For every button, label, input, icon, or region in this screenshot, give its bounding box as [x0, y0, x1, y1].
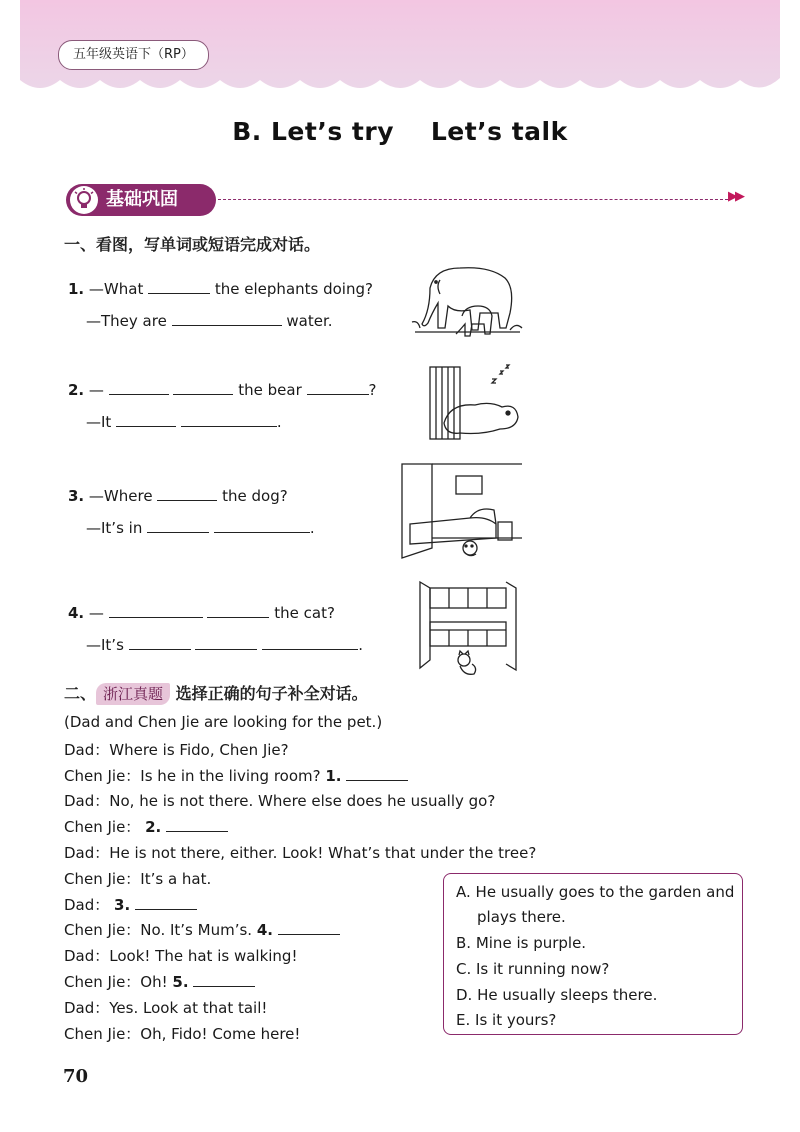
dialogue-text: Chen Jie：	[64, 818, 141, 837]
blank-number: 4.	[256, 921, 273, 940]
part2-heading-row	[64, 681, 368, 705]
dialogue-text: (Dad and Chen Jie are looking for the pet.)	[64, 713, 383, 731]
page-number: 70	[63, 1066, 89, 1087]
dialogue-text: Chen Jie：No. It’s Mum’s.	[64, 921, 253, 940]
answer-blank[interactable]	[346, 766, 408, 781]
q4-text-d: .	[358, 636, 364, 654]
q1-text-c: —They are	[86, 312, 167, 330]
option-a-line2: plays there.	[477, 908, 566, 926]
dialogue-text: Chen Jie：It’s a hat.	[64, 869, 212, 888]
dialogue-line	[64, 816, 228, 837]
q2-line2	[86, 412, 282, 431]
blank-number: 1.	[325, 766, 342, 785]
elephants-picture	[410, 258, 525, 340]
answer-blank[interactable]	[135, 895, 197, 910]
q2-text-a: —	[88, 381, 104, 399]
dialogue-text: Dad：No, he is not there. Where else does he usually go?	[64, 792, 496, 811]
dialogue-line	[64, 790, 495, 811]
q1-text-a: —What	[88, 280, 144, 298]
q4-blank-1[interactable]	[109, 603, 203, 618]
q2-line1	[68, 380, 377, 399]
section-label: 基础巩固	[106, 189, 178, 210]
q2-blank-5[interactable]	[181, 412, 277, 427]
part2-heading: 选择正确的句子补全对话。	[175, 684, 368, 703]
dialogue-line	[64, 945, 297, 966]
q1-text-b: the elephants doing?	[214, 280, 373, 298]
q1-number: 1.	[68, 280, 85, 298]
dialogue-line	[64, 713, 382, 731]
q4-blank-5[interactable]	[262, 635, 358, 650]
q1-line1	[68, 279, 373, 298]
q2-blank-4[interactable]	[116, 412, 176, 427]
part2-prefix: 二、	[64, 684, 97, 703]
dialogue-line	[64, 919, 340, 940]
dialogue-text: Chen Jie：Oh!	[64, 973, 168, 991]
dialogue-text: Dad：He is not there, either. Look! What’s that under the tree?	[64, 844, 537, 862]
q4-blank-3[interactable]	[129, 635, 191, 650]
part1-heading: 一、看图，写单词或短语完成对话。	[64, 235, 321, 254]
q3-number: 3.	[68, 487, 85, 505]
q3-text-b: the dog?	[222, 487, 288, 505]
kitchen-cat-picture	[416, 580, 524, 680]
dialogue-text: Dad：Where is Fido, Chen Jie?	[64, 740, 289, 759]
blank-number: 5.	[172, 973, 189, 991]
book-label: 五年级英语下（RP）	[58, 40, 209, 70]
option-d: D. He usually sleeps there.	[456, 986, 658, 1004]
q3-blank-2[interactable]	[147, 518, 209, 533]
q1-line2	[86, 311, 333, 330]
dialogue-text: Dad：Yes. Look at that tail!	[64, 998, 268, 1017]
page-title: B. Let’s try Let’s talk	[232, 117, 568, 146]
dialogue-line	[64, 765, 408, 786]
dialogue-text: Dad：Look! The hat is walking!	[64, 947, 298, 966]
answer-blank[interactable]	[166, 817, 228, 832]
q1-blank-1[interactable]	[148, 279, 210, 294]
q3-blank-1[interactable]	[157, 486, 217, 501]
q2-text-c: ?	[368, 381, 377, 399]
q3-blank-3[interactable]	[214, 518, 310, 533]
option-a-line1: A. He usually goes to the garden and	[456, 883, 735, 901]
q2-blank-1[interactable]	[109, 380, 169, 395]
lightbulb-icon	[70, 186, 98, 214]
q4-line1	[68, 603, 335, 622]
sleeping-bear-picture	[420, 363, 525, 443]
q4-blank-2[interactable]	[207, 603, 269, 618]
dialogue-line	[64, 868, 211, 889]
answer-blank[interactable]	[193, 972, 255, 987]
q4-blank-4[interactable]	[195, 635, 257, 650]
q4-text-b: the cat?	[274, 604, 335, 622]
q3-line2	[86, 518, 315, 537]
section-divider	[218, 199, 728, 200]
q4-line2	[86, 635, 363, 654]
option-b: B. Mine is purple.	[456, 934, 587, 952]
q2-blank-2[interactable]	[173, 380, 233, 395]
dialogue-line	[64, 842, 536, 863]
answer-blank[interactable]	[278, 920, 340, 935]
dialogue-line	[64, 1023, 300, 1044]
q3-text-c: —It’s in	[86, 519, 143, 537]
q4-text-c: —It’s	[86, 636, 124, 654]
dialogue-text: Chen Jie：Is he in the living room?	[64, 766, 321, 785]
dialogue-line	[64, 997, 267, 1018]
q2-blank-3[interactable]	[307, 380, 369, 395]
blank-number: 3.	[114, 895, 131, 914]
q3-text-d: .	[309, 519, 315, 537]
exam-source-badge: 浙江真题	[96, 683, 170, 705]
q3-text-a: —Where	[88, 487, 153, 505]
dialogue-line	[64, 739, 289, 760]
bedroom-dog-picture	[400, 462, 524, 562]
q2-text-b: the bear	[238, 381, 302, 399]
q1-text-d: water.	[286, 312, 333, 330]
q2-text-d: —It	[86, 413, 112, 431]
q2-text-e: .	[276, 413, 282, 431]
double-arrow-icon: ▶▶	[728, 189, 742, 204]
q1-blank-2[interactable]	[172, 311, 282, 326]
q2-number-text: 2.	[68, 381, 85, 399]
dialogue-line	[64, 894, 197, 915]
q3-line1	[68, 486, 288, 505]
q4-text-a: —	[88, 604, 104, 622]
dialogue-text: Dad：	[64, 895, 110, 914]
q4-number: 4.	[68, 604, 85, 622]
blank-number: 2.	[145, 818, 162, 837]
dialogue-line	[64, 971, 255, 992]
dialogue-text: Chen Jie：Oh, Fido! Come here!	[64, 1024, 301, 1043]
option-c: C. Is it running now?	[456, 960, 610, 978]
option-e: E. Is it yours?	[456, 1011, 557, 1029]
